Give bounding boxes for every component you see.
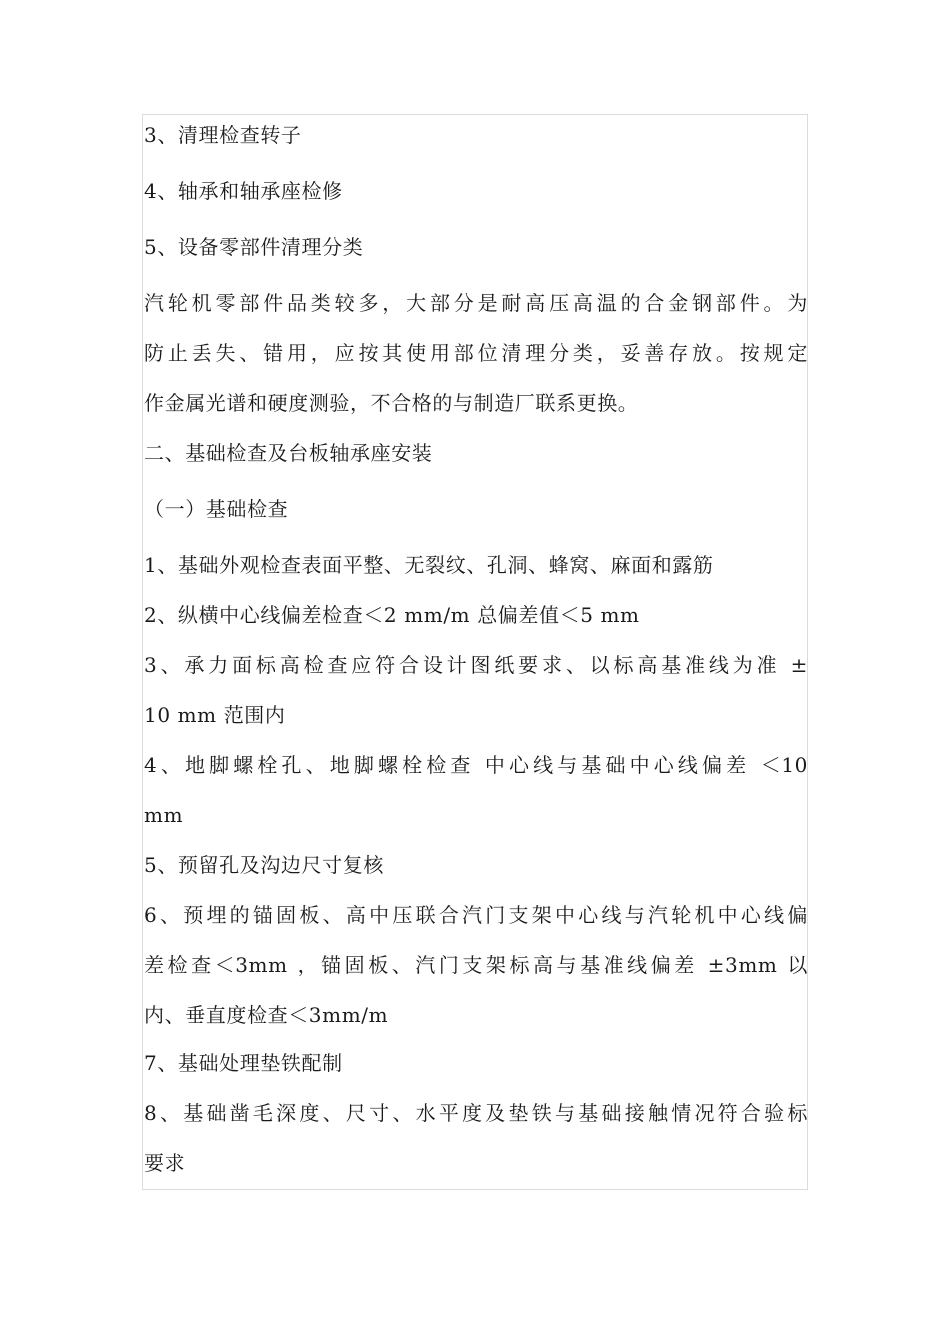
subsection-heading: （一）基础检查 xyxy=(144,497,289,521)
check-item-6-line-1: 6、预埋的锚固板、高中压联合汽门支架中心线与汽轮机中心线偏 xyxy=(144,903,808,927)
check-item-6-line-2: 差检查＜3mm ，锚固板、汽门支架标高与基准线偏差 ±3mm 以 xyxy=(144,953,808,977)
check-item-5: 5、预留孔及沟边尺寸复核 xyxy=(144,853,384,877)
paragraph-line-3: 作金属光谱和硬度测验，不合格的与制造厂联系更换。 xyxy=(144,391,639,415)
check-item-4-line-1: 4、地脚螺栓孔、地脚螺栓检查 中心线与基础中心线偏差 ＜10 xyxy=(144,753,808,777)
item-clean-rotor: 3、清理检查转子 xyxy=(144,123,302,147)
check-item-8-line-2: 要求 xyxy=(144,1151,186,1175)
check-item-4-line-2: mm xyxy=(144,803,184,827)
item-parts-sorting: 5、设备零部件清理分类 xyxy=(144,235,364,259)
check-item-3-line-1: 3、承力面标高检查应符合设计图纸要求、以标高基准线为准 ± xyxy=(144,653,808,677)
check-item-7: 7、基础处理垫铁配制 xyxy=(144,1051,343,1075)
check-item-2: 2、纵横中心线偏差检查＜2 mm/m 总偏差值＜5 mm xyxy=(144,603,640,627)
paragraph-line-1: 汽轮机零部件品类较多，大部分是耐高压高温的合金钢部件。为 xyxy=(144,291,808,315)
check-item-6-line-3: 内、垂直度检查＜3mm/m xyxy=(144,1003,389,1027)
section-heading: 二、基础检查及台板轴承座安装 xyxy=(144,441,433,465)
check-item-8-line-1: 8、基础凿毛深度、尺寸、水平度及垫铁与基础接触情况符合验标 xyxy=(144,1101,808,1125)
item-bearing-repair: 4、轴承和轴承座检修 xyxy=(144,179,343,203)
check-item-3-line-2: 10 mm 范围内 xyxy=(144,703,286,727)
paragraph-line-2: 防止丢失、错用，应按其使用部位清理分类，妥善存放。按规定 xyxy=(144,341,808,365)
check-item-1: 1、基础外观检查表面平整、无裂纹、孔洞、蜂窝、麻面和露筋 xyxy=(144,553,714,577)
